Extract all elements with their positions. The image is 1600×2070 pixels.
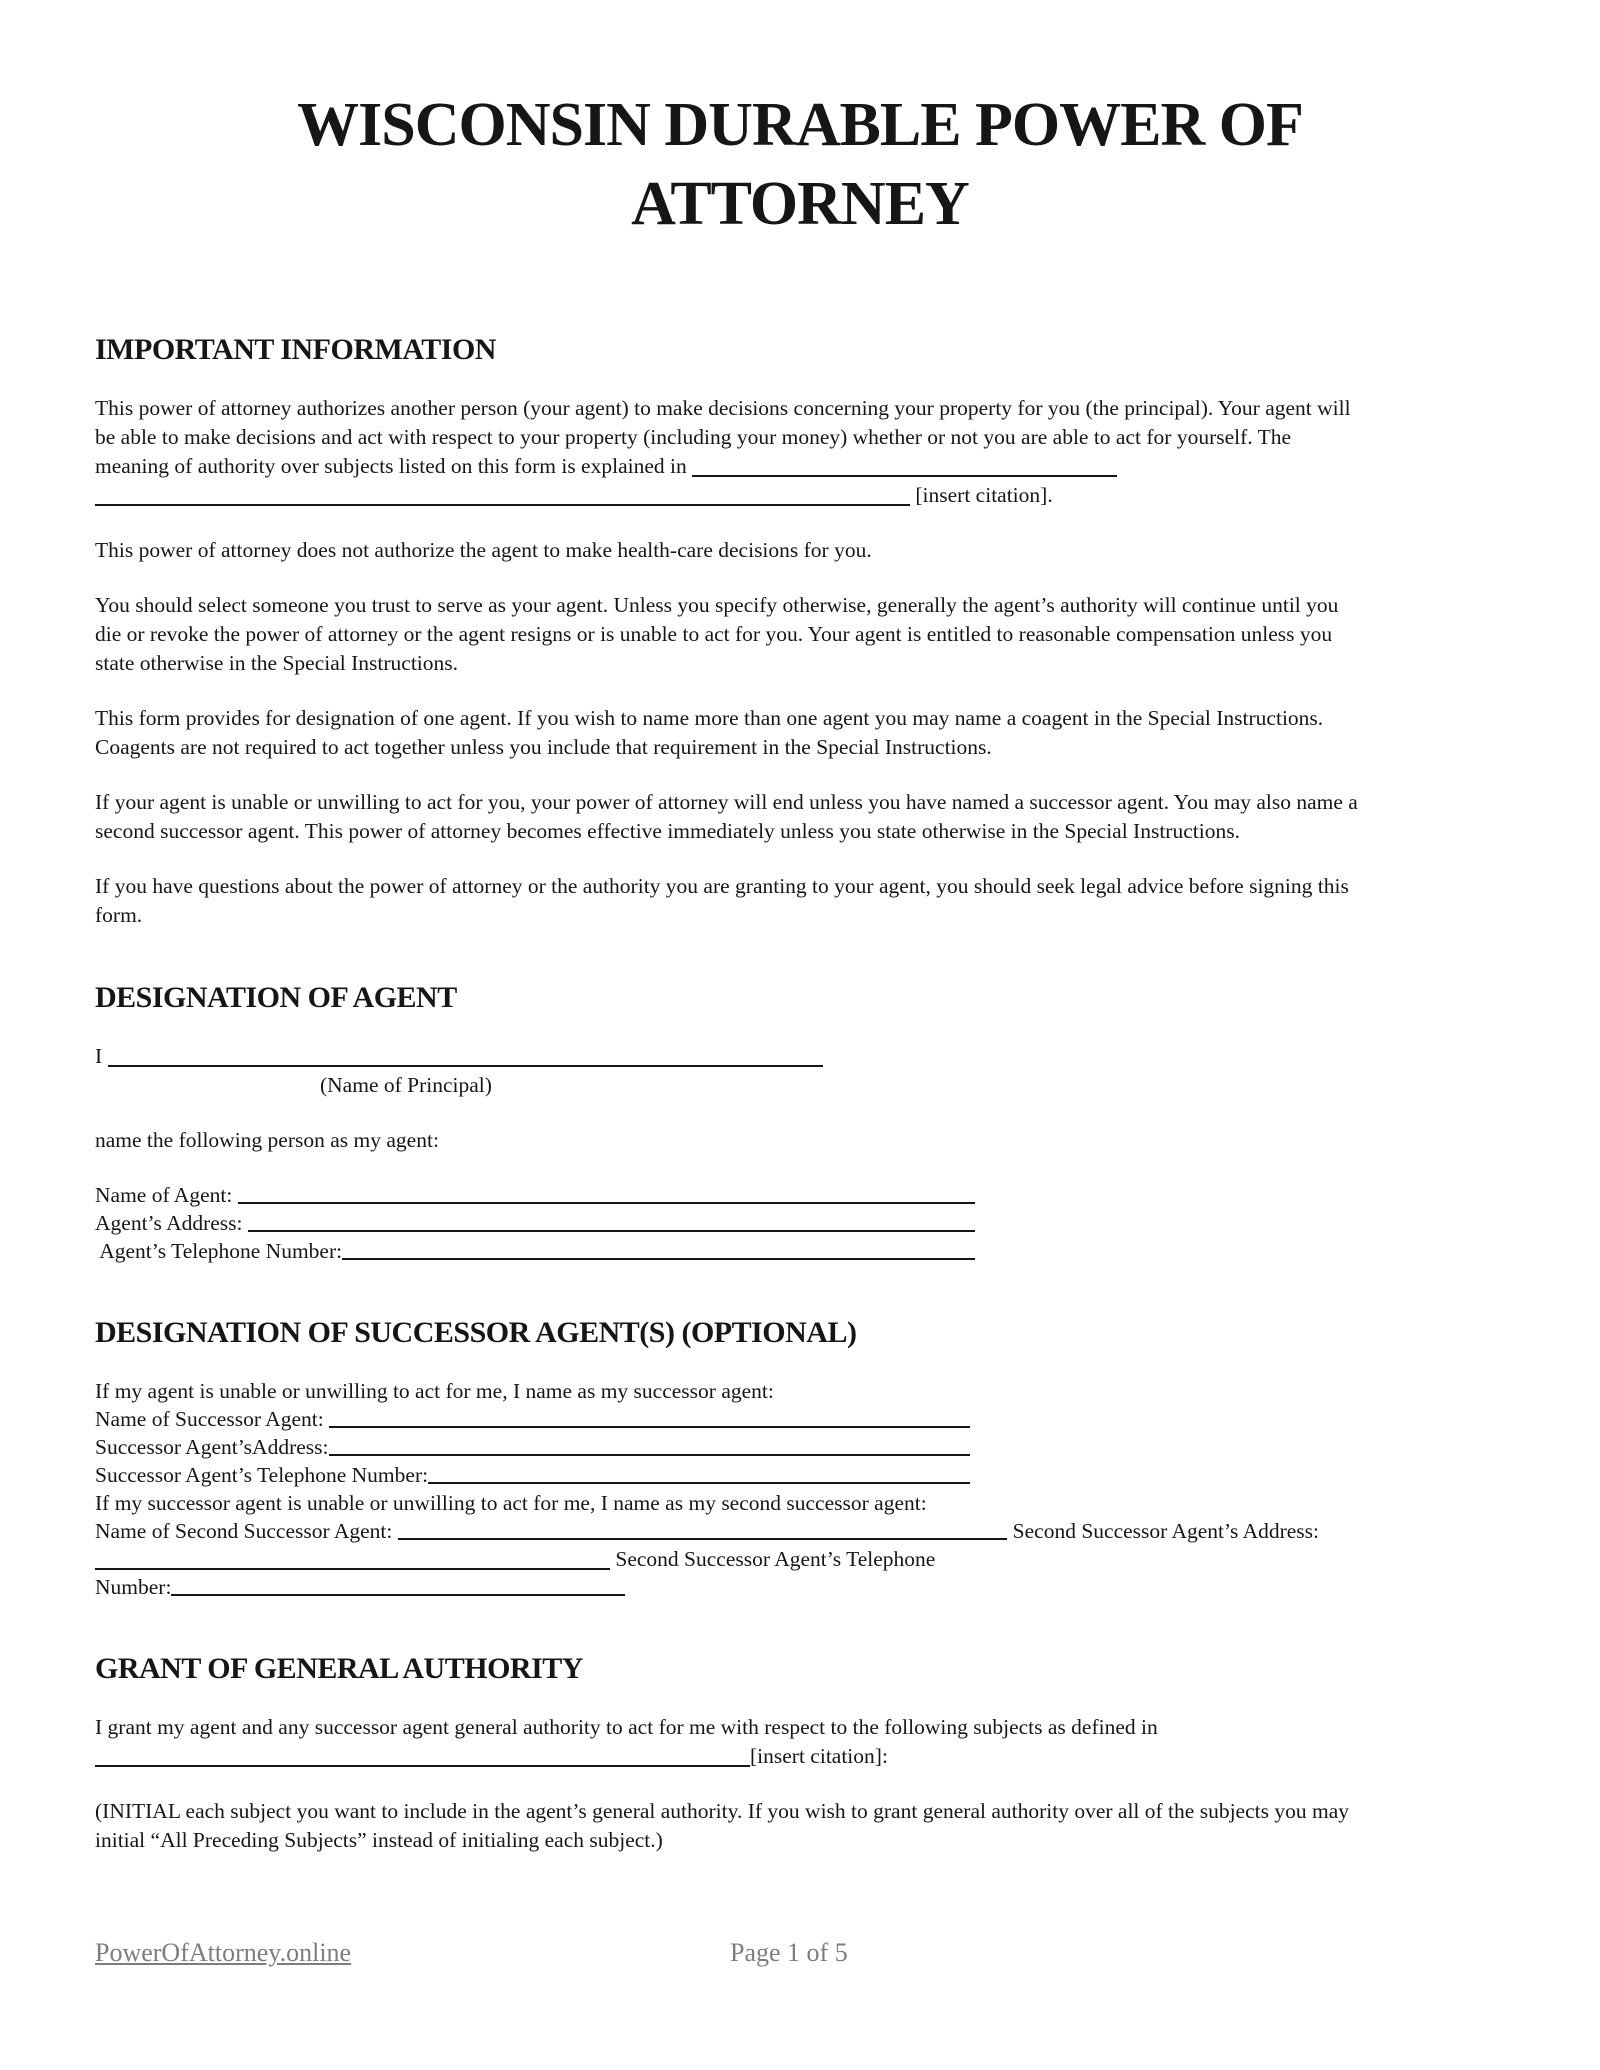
para-initial-instructions-line bbox=[95, 1826, 1505, 1855]
text-segment: [insert citation]: bbox=[750, 1744, 888, 1768]
text-segment: I grant my agent and any successor agent general authority to act for me with respect to the following subjects as defined in bbox=[95, 1715, 1158, 1739]
text-segment: IMPORTANT INFORMATION bbox=[95, 333, 496, 366]
para-grant bbox=[95, 1713, 1505, 1771]
text-segment: state otherwise in the Special Instructions. bbox=[95, 651, 459, 675]
successor-fields-block-line bbox=[95, 1433, 970, 1461]
text-segment: Name of Agent: bbox=[95, 1183, 238, 1207]
blank-line bbox=[95, 504, 910, 506]
text-segment: meaning of authority over subjects listed on this form is explained in bbox=[95, 454, 693, 478]
footer-link[interactable]: PowerOfAttorney.online bbox=[95, 1938, 352, 1967]
text-segment: [insert citation]. bbox=[910, 483, 1053, 507]
para-initial-instructions bbox=[95, 1797, 1505, 1855]
heading-grant-of-general-authority-line bbox=[95, 1651, 1505, 1687]
para-one-agent-line bbox=[95, 704, 1505, 733]
blank-line bbox=[95, 1765, 750, 1767]
successor-fields-block-line bbox=[95, 1461, 970, 1489]
heading-designation-of-agent-line bbox=[95, 980, 1505, 1016]
para-authorization-line bbox=[95, 452, 1505, 481]
para-questions-line bbox=[95, 872, 1505, 901]
heading-designation-of-agent bbox=[95, 980, 1505, 1016]
para-authorization bbox=[95, 394, 1505, 510]
blank-line bbox=[238, 1202, 975, 1204]
blank-line bbox=[398, 1538, 1008, 1540]
text-segment: Number: bbox=[95, 1575, 172, 1599]
successor-fields-block-line bbox=[95, 1545, 1505, 1573]
para-grant-line bbox=[95, 1713, 1505, 1742]
text-segment: Second Successor Agent’s Telephone bbox=[610, 1547, 936, 1571]
blank-line bbox=[171, 1594, 625, 1596]
text-segment: Agent’s Address: bbox=[95, 1211, 248, 1235]
text-segment: This form provides for designation of one agent. If you wish to name more than one agent you may name a coagent in the Special Instructions. bbox=[95, 706, 1324, 730]
text-segment: Name of Successor Agent: bbox=[95, 1407, 330, 1431]
text-segment: second successor agent. This power of attorney becomes effective immediately unless you state otherwise in the Special Instructions. bbox=[95, 819, 1240, 843]
principal-name-block bbox=[95, 1042, 1505, 1100]
para-healthcare bbox=[95, 536, 1505, 565]
text-segment: If your agent is unable or unwilling to act for you, your power of attorney will end unless you have named a successor agent. You may also name a bbox=[95, 790, 1358, 814]
heading-designation-of-successor-agents-line bbox=[95, 1315, 1505, 1351]
text-segment: You should select someone you trust to serve as your agent. Unless you specify otherwise, generally the agent’s authority will continue until you bbox=[95, 593, 1339, 617]
text-segment: DESIGNATION OF SUCCESSOR AGENT(S) (OPTIONAL) bbox=[95, 1316, 857, 1349]
blank-line bbox=[329, 1454, 971, 1456]
para-grant-line bbox=[95, 1742, 1505, 1771]
blank-line bbox=[248, 1230, 975, 1232]
text-segment: ATTORNEY bbox=[631, 170, 969, 238]
text-segment: (Name of Principal) bbox=[320, 1073, 492, 1097]
successor-fields-block bbox=[95, 1377, 1505, 1601]
page-indicator: Page 1 of 5 bbox=[730, 1938, 848, 1967]
para-successor bbox=[95, 788, 1505, 846]
para-questions-line bbox=[95, 901, 1505, 930]
successor-fields-block-line bbox=[95, 1377, 1505, 1405]
document-title-line bbox=[95, 165, 1505, 244]
heading-grant-of-general-authority bbox=[95, 1651, 1505, 1687]
principal-name-block-line bbox=[95, 1042, 1505, 1071]
para-name-following-line bbox=[95, 1126, 1505, 1155]
blank-line bbox=[692, 475, 1117, 477]
para-name-following bbox=[95, 1126, 1505, 1155]
successor-fields-block-line bbox=[95, 1517, 1319, 1545]
text-segment: Successor Agent’s Telephone Number: bbox=[95, 1463, 429, 1487]
para-initial-instructions-line bbox=[95, 1797, 1505, 1826]
para-successor-line bbox=[95, 788, 1505, 817]
text-segment: (INITIAL each subject you want to include in the agent’s general authority. If you wish to grant general authority over all of the subjects you may bbox=[95, 1799, 1349, 1823]
text-segment: GRANT OF GENERAL AUTHORITY bbox=[95, 1652, 583, 1685]
heading-important-information bbox=[95, 332, 1505, 368]
para-questions bbox=[95, 872, 1505, 930]
para-successor-line bbox=[95, 817, 1505, 846]
text-segment: initial “All Preceding Subjects” instead of initialing each subject.) bbox=[95, 1828, 663, 1852]
text-segment: be able to make decisions and act with respect to your property (including your money) whether or not you are able to act for yourself. The bbox=[95, 425, 1292, 449]
para-select-agent bbox=[95, 591, 1505, 678]
blank-line bbox=[342, 1258, 975, 1260]
para-one-agent-line bbox=[95, 733, 1505, 762]
document-title bbox=[95, 86, 1505, 244]
text-segment: DESIGNATION OF AGENT bbox=[95, 981, 457, 1014]
text-segment: If my successor agent is unable or unwilling to act for me, I name as my second successor agent: bbox=[95, 1491, 927, 1515]
para-authorization-line bbox=[95, 481, 1505, 510]
agent-fields-block-line bbox=[95, 1209, 975, 1237]
text-segment: die or revoke the power of attorney or the agent resigns or is unable to act for you. Your agent is entitled to reasonable compensation unless you bbox=[95, 622, 1333, 646]
text-segment: WISCONSIN DURABLE POWER OF bbox=[297, 91, 1303, 159]
heading-important-information-line bbox=[95, 332, 1505, 368]
para-select-agent-line bbox=[95, 620, 1505, 649]
para-one-agent bbox=[95, 704, 1505, 762]
para-authorization-line bbox=[95, 394, 1505, 423]
text-segment: If you have questions about the power of attorney or the authority you are granting to your agent, you should seek legal advice before signing this bbox=[95, 874, 1349, 898]
text-segment: form. bbox=[95, 903, 143, 927]
text-segment: I bbox=[95, 1044, 108, 1068]
successor-fields-block-line bbox=[95, 1573, 625, 1601]
text-segment: If my agent is unable or unwilling to act for me, I name as my successor agent: bbox=[95, 1379, 774, 1403]
para-authorization-line bbox=[95, 423, 1505, 452]
text-segment: Name of Second Successor Agent: bbox=[95, 1519, 398, 1543]
blank-line bbox=[108, 1065, 823, 1067]
footer bbox=[95, 1938, 1505, 1968]
successor-fields-block-line bbox=[95, 1489, 1505, 1517]
successor-fields-block-line bbox=[95, 1405, 970, 1433]
text-segment: Coagents are not required to act together unless you include that requirement in the Special Instructions. bbox=[95, 735, 992, 759]
blank-line bbox=[95, 1568, 610, 1570]
principal-name-block-line bbox=[320, 1071, 1505, 1100]
para-healthcare-line bbox=[95, 536, 1505, 565]
text-segment: Successor Agent’sAddress: bbox=[95, 1435, 329, 1459]
document-title-line bbox=[95, 86, 1505, 165]
agent-fields-block-line bbox=[95, 1237, 975, 1265]
agent-fields-block bbox=[95, 1181, 1505, 1265]
heading-designation-of-successor-agents bbox=[95, 1315, 1505, 1351]
text-segment: Second Successor Agent’s Address: bbox=[1007, 1519, 1319, 1543]
para-select-agent-line bbox=[95, 649, 1505, 678]
text-segment: This power of attorney authorizes another person (your agent) to make decisions concerning your property for you (the principal). Your agent will bbox=[95, 396, 1351, 420]
blank-line bbox=[329, 1426, 970, 1428]
agent-fields-block-line bbox=[95, 1181, 975, 1209]
para-select-agent-line bbox=[95, 591, 1505, 620]
text-segment: Agent’s Telephone Number: bbox=[95, 1239, 343, 1263]
text-segment: This power of attorney does not authorize the agent to make health-care decisions for you. bbox=[95, 538, 872, 562]
text-segment: name the following person as my agent: bbox=[95, 1128, 439, 1152]
blank-line bbox=[428, 1482, 970, 1484]
